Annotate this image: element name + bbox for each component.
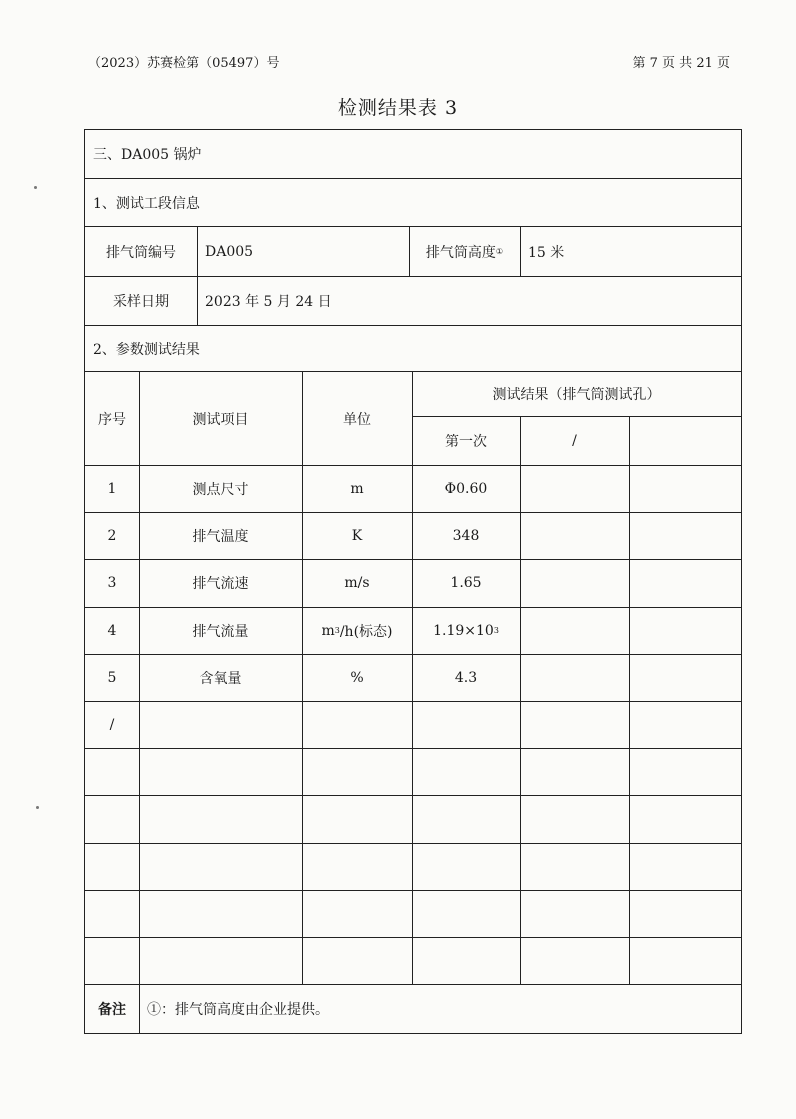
- header-report-number: （2023）苏赛检第（05497）号: [88, 56, 280, 71]
- cell-unit: %: [350, 669, 364, 686]
- cell-unit: m 3 /h(标态): [321, 622, 393, 640]
- cell-result-2: [520, 796, 629, 842]
- stack-no-label: 排气筒编号: [106, 244, 176, 261]
- cell-item: [139, 938, 302, 984]
- table-row: [85, 608, 741, 655]
- cell-seq: 5: [107, 669, 117, 686]
- cell-result-3: [629, 844, 741, 890]
- cell-seq: [85, 749, 139, 795]
- remark-text: ①：排气筒高度由企业提供。: [147, 1002, 329, 1018]
- section-2-row: [85, 326, 741, 372]
- cell-unit: [302, 891, 412, 937]
- cell-seq: [85, 938, 139, 984]
- cell-item: 排气流量: [192, 623, 249, 640]
- cell-unit: m: [350, 481, 364, 498]
- cell-result-3: [629, 560, 741, 606]
- cell-item: 含氧量: [199, 670, 242, 687]
- cell-result-1: [412, 702, 520, 748]
- table-row: [85, 749, 741, 796]
- cell-result-1: [412, 938, 520, 984]
- cell-unit: [302, 844, 412, 890]
- result-table: [84, 129, 742, 1034]
- cell-seq: 2: [107, 528, 117, 545]
- stack-info-row: [85, 227, 741, 277]
- cell-result-2: [520, 749, 629, 795]
- cell-result-2: [520, 466, 629, 512]
- scan-speck: [34, 186, 37, 189]
- cell-seq: 4: [107, 622, 117, 639]
- cell-result-2: [520, 560, 629, 606]
- scan-speck: [36, 806, 39, 809]
- stack-no-value: DA005: [205, 243, 254, 260]
- section-2-title: 2、参数测试结果: [93, 341, 200, 358]
- sub-second-header: /: [572, 432, 577, 449]
- cell-result-1: Φ0.60: [444, 481, 488, 498]
- sampling-date-label: 采样日期: [113, 294, 169, 310]
- sub-first-header: 第一次: [445, 433, 487, 450]
- remark-row: [85, 985, 741, 1033]
- cell-result-3: [629, 655, 741, 701]
- cell-result-3: [629, 938, 741, 984]
- cell-seq: [85, 844, 139, 890]
- section-main-title: 三、DA005 锅炉: [93, 147, 202, 163]
- cell-result-1: 1.65: [450, 575, 482, 592]
- cell-result-3: [629, 891, 741, 937]
- col-item-header: 测试项目: [192, 411, 249, 428]
- table-row: [85, 513, 741, 560]
- cell-result-1: 348: [452, 528, 480, 545]
- cell-seq: /: [109, 717, 115, 734]
- sampling-date-row: [85, 277, 741, 326]
- cell-unit: [302, 796, 412, 842]
- cell-result-1: 4.3: [454, 669, 478, 686]
- cell-result-2: [520, 844, 629, 890]
- cell-result-2: [520, 938, 629, 984]
- cell-result-1: [412, 891, 520, 937]
- sub-third-header: [629, 416, 741, 465]
- cell-item: 排气流速: [192, 576, 249, 593]
- page-title: 检测结果表 3: [337, 97, 459, 119]
- cell-result-1: [412, 796, 520, 842]
- cell-item: [139, 796, 302, 842]
- cell-item: [139, 891, 302, 937]
- cell-result-2: [520, 513, 629, 559]
- table-row: [85, 655, 741, 702]
- table-row: [85, 891, 741, 938]
- cell-unit: m/s: [344, 575, 370, 592]
- cell-result-2: [520, 891, 629, 937]
- cell-result-1: 1.19×10 3: [433, 622, 499, 639]
- cell-unit: [302, 938, 412, 984]
- table-row: [85, 938, 741, 985]
- cell-unit: K: [351, 528, 363, 545]
- table-row: [85, 466, 741, 513]
- section-1-title: 1、测试工段信息: [93, 195, 200, 212]
- cell-item: 测点尺寸: [192, 482, 249, 499]
- cell-item: [139, 844, 302, 890]
- cell-seq: 3: [107, 575, 117, 592]
- col-unit-header: 单位: [343, 411, 371, 428]
- cell-result-2: [520, 655, 629, 701]
- cell-unit: [302, 749, 412, 795]
- cell-result-3: [629, 796, 741, 842]
- cell-unit: [302, 702, 412, 748]
- section-1-row: [85, 179, 741, 227]
- cell-result-2: [520, 702, 629, 748]
- cell-result-1: [412, 749, 520, 795]
- cell-item: [139, 749, 302, 795]
- cell-result-3: [629, 608, 741, 654]
- table-row: [85, 560, 741, 607]
- section-main-row: [85, 130, 741, 179]
- param-header-row: [85, 372, 741, 466]
- cell-item: 排气温度: [192, 529, 249, 546]
- cell-result-3: [629, 513, 741, 559]
- cell-item: [139, 702, 302, 748]
- cell-seq: 1: [107, 481, 117, 498]
- sampling-date-value: 2023 年 5 月 24 日: [205, 294, 332, 310]
- cell-result-3: [629, 702, 741, 748]
- table-row: [85, 796, 741, 843]
- table-row: [85, 702, 741, 749]
- remark-label: 备注: [98, 1002, 126, 1018]
- stack-height-value: 15 米: [528, 244, 565, 261]
- col-result-header: 测试结果（排气筒测试孔）: [492, 386, 661, 403]
- cell-result-3: [629, 466, 741, 512]
- cell-result-2: [520, 608, 629, 654]
- cell-result-1: [412, 844, 520, 890]
- stack-height-label: 排气筒高度 ①: [425, 244, 504, 261]
- cell-seq: [85, 796, 139, 842]
- col-seq-header: 序号: [98, 411, 126, 428]
- cell-seq: [85, 891, 139, 937]
- table-row: [85, 844, 741, 891]
- header-page-number: 第 7 页 共 21 页: [632, 56, 730, 71]
- cell-result-3: [629, 749, 741, 795]
